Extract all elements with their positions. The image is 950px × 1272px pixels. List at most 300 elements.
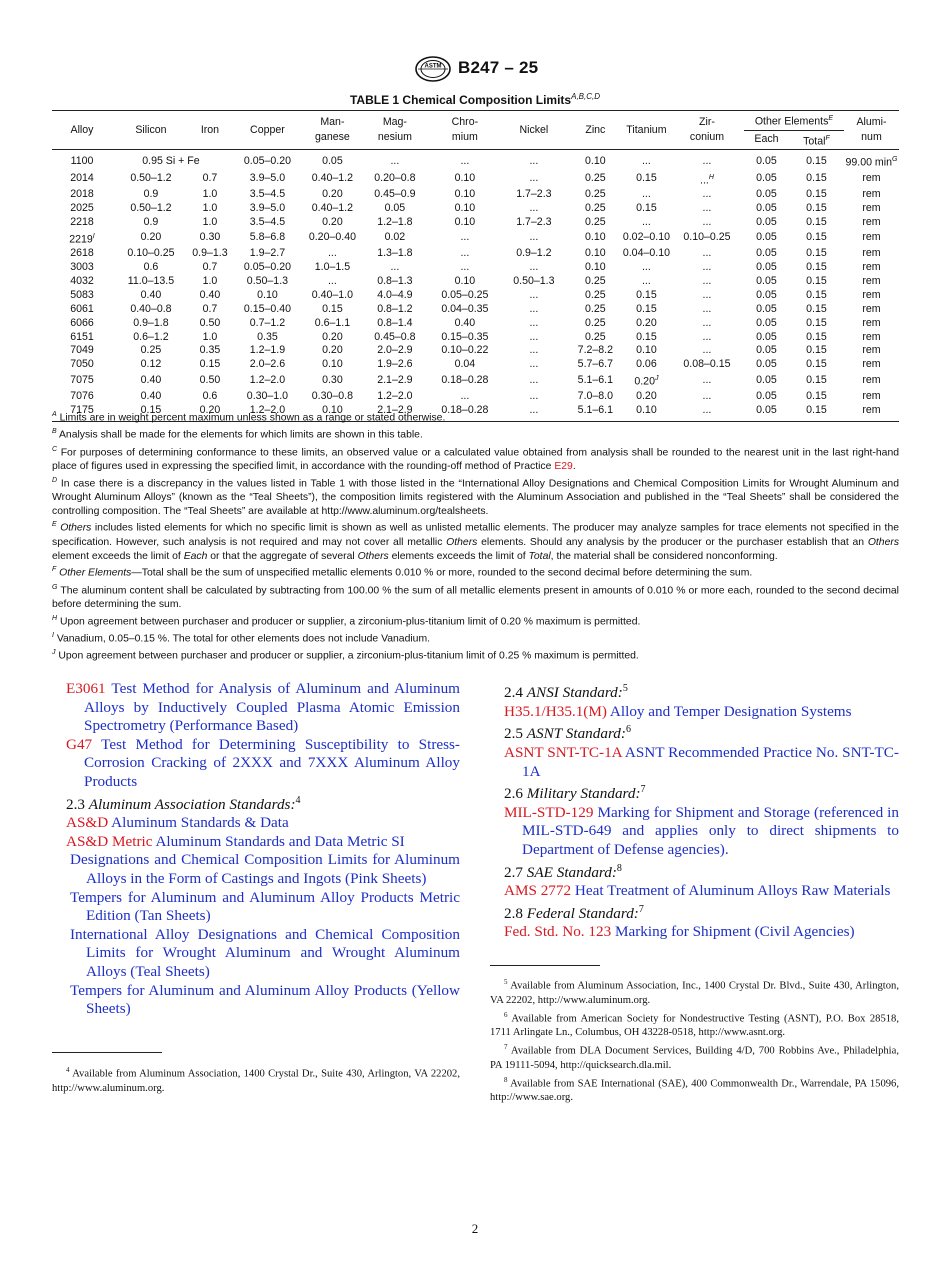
table-cell: 1.3–1.8 bbox=[377, 247, 413, 260]
table-cell: 0.15 bbox=[806, 201, 827, 214]
col-header: Zir- conium bbox=[670, 111, 744, 150]
table-cell: ... bbox=[641, 187, 651, 200]
table-cell: ... bbox=[529, 358, 539, 371]
table-cell: ... bbox=[460, 247, 470, 260]
table-row bbox=[52, 171, 899, 188]
table-cell: rem bbox=[862, 358, 881, 371]
table-cell: 1.2–2.0 bbox=[377, 389, 413, 402]
table-cell: 0.15 bbox=[322, 302, 343, 315]
asnt-link[interactable]: ASNT SNT-TC-1A bbox=[504, 743, 622, 761]
ref-ams-2772 bbox=[504, 882, 899, 901]
ref-h35 bbox=[504, 703, 899, 722]
table-cell: ... bbox=[702, 154, 712, 167]
table-cell: ... bbox=[702, 215, 712, 228]
footnote-d: $^D$ In case there is a discrepancy in the values listed in Table 1 with those listed in the “International Alloy Designations and Chemical Composition Limits for Wrought Aluminum and Wrought Aluminum Alloys” (known as the “Teal Sheets”), the composition limits registered with the Aluminum Association and published in the “Teal Sheets” shall be considered the controlling composition. The “Teal Sheets” are available at http://www.aluminum.org/tealsheets. bbox=[52, 476, 899, 517]
asd-metric-title-link[interactable]: Aluminum Standards and Data Metric SI bbox=[155, 832, 405, 850]
table-cell: 0.40 bbox=[199, 288, 221, 301]
table-cell: 5.8–6.8 bbox=[249, 231, 286, 244]
table-cell: 0.15 bbox=[806, 261, 827, 273]
table-cell: 6066 bbox=[70, 316, 94, 329]
ref-yellow-sheets[interactable]: Tempers for Aluminum and Aluminum Alloy Products (Yellow Sheets) bbox=[70, 981, 460, 1018]
table-cell: 0.7 bbox=[202, 172, 218, 185]
table-cell: $2219^I$ bbox=[69, 232, 95, 246]
table-cell: 0.15 bbox=[806, 172, 827, 185]
table-cell: 0.02–0.10 bbox=[622, 231, 670, 244]
footnote-b: $^B$ Analysis shall be made for the elements for which limits are shown in this table. bbox=[52, 428, 423, 441]
table-cell: 2618 bbox=[70, 247, 94, 260]
table-cell: ... bbox=[500, 404, 568, 421]
table-cell: 0.15 bbox=[806, 215, 827, 228]
table-cell: 0.10 bbox=[454, 274, 476, 287]
table-cell: 3.5–4.5 bbox=[249, 187, 286, 200]
footnote-4: $^4$ Available from Aluminum Association, 1400 Crystal Dr., Suite 430, Arlington, VA 22202, http://www.aluminum.org. bbox=[52, 1066, 460, 1094]
e29-link[interactable]: E29 bbox=[554, 460, 573, 472]
table-cell: rem bbox=[862, 316, 881, 329]
table-cell: 1.0 bbox=[202, 201, 218, 214]
footnote-i: $^I$ Vanadium, 0.05–0.15 %. The total for other elements does not include Vanadium. bbox=[52, 631, 430, 645]
table-cell: ... bbox=[702, 389, 712, 402]
table-cell: 0.20 bbox=[322, 187, 343, 200]
table-cell: 5.1–6.1 bbox=[577, 374, 614, 387]
table-cell: 1.0 bbox=[202, 187, 218, 200]
table-row bbox=[52, 247, 899, 261]
footnote-5: $^5$ Available from Aluminum Association, Inc., 1400 Crystal Dr. Blvd., Suite 430, Arlington, VA 22202, http://www.aluminum.org. bbox=[490, 978, 899, 1006]
mil-std-129-link[interactable]: MIL-STD-129 bbox=[504, 803, 594, 821]
table-row bbox=[52, 317, 899, 331]
table-cell: ... bbox=[529, 316, 539, 329]
table-cell: 0.05 bbox=[756, 201, 777, 214]
footnote-h: $^H$ Upon agreement between purchaser and producer or supplier, a zirconium-plus-titanium limit of 0.20 % maximum is permitted. bbox=[52, 614, 641, 628]
footnote-c: $^C$ For purposes of determining conformance to these limits, an observed value or a calculated value obtained from analysis shall be rounded to the nearest unit in the last right-hand place of figures used in expressing the specified limit, in accordance with the rounding-off method of Practice E29. bbox=[52, 445, 899, 472]
g47-title-link[interactable]: Test Method for Determining Susceptibility to Stress-Corrosion Cracking of 2XXX and 7XXX Aluminum Alloy Products bbox=[84, 735, 460, 790]
footnote-g: $^G$ The aluminum content shall be calculated by subtracting from 100.00 % the sum of all metallic elements present in amounts of 0.010 % or more each, rounded to the second decimal before determining the sum. bbox=[52, 583, 899, 610]
table-cell: 0.6–1.1 bbox=[314, 316, 351, 329]
table-cell: ... bbox=[529, 302, 539, 315]
table-cell: 0.50 bbox=[199, 374, 221, 387]
table-cell: 0.40 bbox=[140, 374, 162, 387]
table-cell: ... bbox=[702, 344, 712, 357]
table-cell: 0.20 bbox=[636, 389, 657, 402]
h35-link[interactable]: H35.1/H35.1(M) bbox=[504, 702, 607, 720]
table-cell: 0.05 bbox=[756, 247, 777, 260]
footnotes-right bbox=[490, 975, 899, 1105]
table-cell: 0.10 bbox=[585, 247, 606, 260]
table-cell: 0.05 bbox=[756, 215, 777, 228]
table-cell: 0.50–1.2 bbox=[130, 201, 172, 214]
table-cell: $0.20^J$ bbox=[634, 375, 659, 388]
table-cell: 0.08–0.15 bbox=[683, 358, 731, 371]
asd-title-link[interactable]: Aluminum Standards & Data bbox=[111, 814, 289, 832]
table-cell: rem bbox=[862, 389, 881, 402]
table-cell: ... bbox=[641, 215, 651, 228]
table-cell: 7049 bbox=[70, 344, 94, 357]
col-header: Zinc bbox=[568, 111, 623, 150]
table-cell: 1.7–2.3 bbox=[516, 187, 552, 200]
table-cell: 0.10 bbox=[585, 231, 606, 244]
table-cell: 0.04–0.10 bbox=[622, 247, 670, 260]
table-row bbox=[52, 216, 899, 230]
table-cell: 0.25 bbox=[585, 172, 606, 185]
table-row bbox=[52, 261, 899, 275]
table-cell: 2025 bbox=[70, 201, 94, 214]
table-cell: ... bbox=[529, 374, 539, 387]
table-cell: 0.05 bbox=[756, 231, 777, 244]
each-header: Each bbox=[744, 130, 789, 150]
table-cell: 0.30 bbox=[199, 231, 221, 244]
table-cell: 0.05 bbox=[756, 261, 777, 273]
table-cell: rem bbox=[862, 215, 881, 228]
footnote-rule-right bbox=[490, 965, 600, 966]
table-cell: ... bbox=[529, 154, 539, 167]
table-cell: ... bbox=[390, 261, 400, 273]
table-cell: ... bbox=[702, 330, 712, 343]
table-cell: 0.15–0.40 bbox=[243, 302, 291, 315]
table-cell: 0.10–0.22 bbox=[441, 344, 489, 357]
table-cell: 0.05 bbox=[756, 172, 777, 185]
table-cell: ... bbox=[702, 247, 712, 260]
table-cell: 0.20 bbox=[322, 330, 343, 343]
col-header: Alumi- num bbox=[844, 111, 899, 150]
table-cell: 2.1–2.9 bbox=[377, 374, 413, 387]
ref-pink-sheets[interactable]: Designations and Chemical Composition Limits for Aluminum Alloys in the Form of Castings and Ingots (Pink Sheets) bbox=[70, 851, 460, 887]
table-cell: 1.2–1.9 bbox=[249, 344, 286, 357]
page-number: 2 bbox=[471, 1221, 479, 1236]
table-title-notes: A,B,C,D bbox=[571, 92, 601, 101]
table-cell: 0.15 bbox=[112, 404, 190, 421]
ref-asd bbox=[66, 814, 460, 833]
table-cell: 1.0 bbox=[202, 330, 218, 343]
table-cell: 0.15 bbox=[789, 404, 844, 421]
table-cell: 0.05–0.25 bbox=[441, 288, 489, 301]
table-cell: ... bbox=[702, 261, 712, 273]
table-cell: ... bbox=[460, 389, 470, 402]
table-cell: 0.15 bbox=[636, 288, 657, 301]
table-cell: rem bbox=[862, 288, 881, 301]
table-cell: 0.02 bbox=[384, 231, 406, 244]
table-cell: 0.30–1.0 bbox=[246, 389, 289, 402]
table-cell: 0.15 bbox=[806, 247, 827, 260]
table-row bbox=[52, 303, 899, 317]
table-cell: 0.6 bbox=[143, 261, 159, 273]
mil-std-129-title-link[interactable]: Marking for Shipment and Storage (referenced in MIL-STD-649 and applies only to direct shipments to Department of Defense agencies). bbox=[522, 803, 899, 858]
table-row bbox=[52, 344, 899, 358]
table-cell: 7076 bbox=[70, 389, 94, 402]
table-cell: 0.20 bbox=[322, 344, 343, 357]
table-row bbox=[52, 289, 899, 303]
table-cell: rem bbox=[862, 302, 881, 315]
col-header: Iron bbox=[190, 111, 230, 150]
table-cell: ... bbox=[702, 316, 712, 329]
table-cell: 0.05–0.20 bbox=[243, 261, 291, 273]
e3061-link[interactable]: E3061 bbox=[66, 680, 106, 697]
table-cell: rem bbox=[862, 231, 881, 244]
table-cell: 0.20 bbox=[322, 215, 343, 228]
table-cell: 0.05 bbox=[756, 154, 777, 167]
table-cell: ... bbox=[702, 201, 712, 214]
table-cell: 0.15 bbox=[806, 288, 827, 301]
table-cell: 0.05 bbox=[384, 201, 406, 214]
table-cell: 0.50–1.3 bbox=[246, 274, 289, 287]
table-cell: ... bbox=[460, 261, 470, 273]
table-cell: 0.15 bbox=[806, 374, 827, 387]
table-cell: 0.10 bbox=[322, 358, 343, 371]
col-header: Mag- nesium bbox=[360, 111, 430, 150]
table-cell: 4.0–4.9 bbox=[377, 288, 413, 301]
table-cell: ...$^H$ bbox=[700, 173, 714, 187]
table-cell: 0.10–0.25 bbox=[127, 247, 175, 260]
table-cell: 0.25 bbox=[585, 201, 606, 214]
table-cell: rem bbox=[862, 374, 881, 387]
table-cell: ... bbox=[529, 288, 539, 301]
table-cell: 0.40–0.8 bbox=[130, 302, 172, 315]
table-cell: 0.10 bbox=[636, 344, 657, 357]
table-cell: 0.05 bbox=[756, 316, 777, 329]
ref-g47 bbox=[66, 736, 460, 792]
table-cell: 0.10 bbox=[305, 404, 360, 421]
table-cell: ... bbox=[641, 154, 651, 167]
ref-e3061 bbox=[66, 680, 460, 736]
ref-asd-metric bbox=[66, 833, 460, 852]
table-cell: 0.04–0.35 bbox=[441, 302, 489, 315]
table-cell: 0.05 bbox=[756, 330, 777, 343]
table-cell: 7.2–8.2 bbox=[577, 344, 614, 357]
table-cell: 0.10 bbox=[257, 288, 278, 301]
table-cell: 0.30–0.8 bbox=[311, 389, 354, 402]
table-cell: 0.6 bbox=[202, 389, 218, 402]
composition-table bbox=[52, 110, 899, 422]
col-header: Alloy bbox=[52, 111, 112, 150]
table-cell: 0.05 bbox=[756, 302, 777, 315]
table-row bbox=[52, 275, 899, 289]
table-cell: 1.0 bbox=[202, 274, 218, 287]
table-cell: 0.05 bbox=[756, 288, 777, 301]
table-cell: 0.25 bbox=[585, 330, 606, 343]
asd-link[interactable]: AS&D bbox=[66, 814, 109, 832]
table-cell: ... bbox=[641, 261, 651, 273]
section-2-8: 2.8 Federal Standard:$^7$ bbox=[504, 903, 644, 922]
footnote-e: $^E$ Others includes listed elements for which no specific limit is shown as well as unlisted metallic elements. The producer may analyze samples for trace elements not specified in the specification. However, such analysis is not required and may not cover all metallic Others elements. Should any analysis by the producer or the purchaser establish that an Others element exceeds the limit of Each or that the aggregate of several Others elements exceeds the limit of Total, the material shall be considered nonconforming. bbox=[52, 521, 900, 562]
table-cell: 0.10–0.25 bbox=[683, 231, 731, 244]
table-cell: 0.05 bbox=[756, 344, 777, 357]
table-cell: 6061 bbox=[70, 302, 94, 315]
table-cell: 0.9–1.3 bbox=[192, 247, 228, 260]
table-cell: 0.10 bbox=[623, 404, 670, 421]
table-cell: 3003 bbox=[70, 261, 94, 273]
table-cell: 0.06 bbox=[636, 358, 657, 371]
table-cell: 5.1–6.1 bbox=[568, 404, 623, 421]
table-cell: 0.15 bbox=[806, 358, 827, 371]
table-cell: rem bbox=[862, 330, 881, 343]
table-cell: 0.10 bbox=[585, 154, 606, 167]
table-cell: rem bbox=[862, 261, 881, 273]
table-cell: 0.10 bbox=[454, 215, 476, 228]
table-cell: ... bbox=[460, 154, 470, 167]
table-cell: rem bbox=[844, 404, 899, 421]
table-cell: 1100 bbox=[70, 154, 94, 167]
page-header bbox=[0, 56, 950, 82]
table-cell: 0.40 bbox=[454, 316, 476, 329]
table-cell: 0.15 bbox=[806, 316, 827, 329]
table-cell: ... bbox=[529, 172, 539, 185]
table-row bbox=[52, 230, 899, 247]
table-cell: 0.10 bbox=[454, 201, 476, 214]
table-cell: ... bbox=[670, 404, 744, 421]
table-cell: rem bbox=[862, 201, 881, 214]
table-cell: 0.25 bbox=[585, 215, 606, 228]
col-header: Titanium bbox=[623, 111, 670, 150]
table-cell: ... bbox=[327, 274, 337, 287]
table-row bbox=[52, 358, 899, 372]
left-column bbox=[66, 680, 460, 1019]
table-cell: 7.0–8.0 bbox=[577, 389, 614, 402]
table-cell: 0.50–1.2 bbox=[130, 172, 172, 185]
table-cell: 0.04 bbox=[454, 358, 476, 371]
col-header: Copper bbox=[230, 111, 305, 150]
table-cell: 0.15 bbox=[806, 231, 827, 244]
table-cell: ... bbox=[390, 154, 400, 167]
table-cell: ... bbox=[702, 187, 712, 200]
table-cell: 0.05 bbox=[744, 404, 789, 421]
footnote-7: $^7$ Available from DLA Document Services, Building 4/D, 700 Robbins Ave., Philadelphia, PA 19111-5094, http://quicksearch.dla.mil. bbox=[490, 1043, 899, 1071]
table-cell: 4032 bbox=[70, 274, 94, 287]
ams-2772-title-link[interactable]: Heat Treatment of Aluminum Alloys Raw Materials bbox=[574, 882, 891, 900]
astm-logo bbox=[414, 56, 452, 82]
ams-2772-link[interactable]: AMS 2772 bbox=[504, 882, 572, 900]
section-2-4: 2.4 ANSI Standard:$^5$ bbox=[504, 683, 628, 702]
ref-fed-std-123 bbox=[504, 923, 899, 942]
table-cell: 0.15 bbox=[806, 154, 827, 167]
ref-tan-sheets[interactable]: Tempers for Aluminum and Aluminum Alloy Products Metric Edition (Tan Sheets) bbox=[70, 888, 460, 925]
table-cell: 0.15 bbox=[636, 330, 657, 343]
table-cell: 1.9–2.6 bbox=[377, 358, 413, 371]
table-cell: 0.35 bbox=[257, 330, 278, 343]
table-cell: 0.7 bbox=[202, 302, 218, 315]
table-cell: 0.40–1.0 bbox=[311, 288, 354, 301]
table-cell: ... bbox=[702, 374, 712, 387]
table-footnotes bbox=[52, 408, 899, 663]
table-cell: 5.7–6.7 bbox=[577, 358, 614, 371]
table-cell: 0.50 bbox=[199, 316, 221, 329]
asd-metric-link[interactable]: AS&D Metric bbox=[66, 832, 153, 850]
table-cell: 0.25 bbox=[140, 344, 162, 357]
table-cell: 1.7–2.3 bbox=[516, 215, 552, 228]
g47-link[interactable]: G47 bbox=[66, 735, 93, 753]
table-row bbox=[52, 372, 899, 389]
table-cell: 0.7–1.2 bbox=[249, 316, 286, 329]
table-cell: ... bbox=[702, 302, 712, 315]
table-cell: 0.05 bbox=[756, 358, 777, 371]
table-cell: 2.1–2.9 bbox=[360, 404, 430, 421]
table-cell: 0.20 bbox=[636, 316, 657, 329]
table-cell: 0.25 bbox=[585, 302, 606, 315]
table-cell: 0.12 bbox=[140, 358, 162, 371]
table-cell: 99.00 $\min^G$ bbox=[845, 156, 898, 169]
table-cell: 0.7 bbox=[202, 261, 218, 273]
table-cell: 0.25 bbox=[585, 288, 606, 301]
designation: B247 – 25 bbox=[458, 58, 539, 77]
table-cell: 0.20 bbox=[190, 404, 230, 421]
table-title-text: TABLE 1 Chemical Composition Limits bbox=[349, 93, 572, 107]
table-cell: 0.15 bbox=[636, 201, 657, 214]
table-cell: 0.15 bbox=[199, 358, 221, 371]
section-2-5: 2.5 ASNT Standard:$^6$ bbox=[504, 724, 631, 743]
table-cell: 0.40 bbox=[140, 288, 162, 301]
footnote-6: $^6$ Available from American Society for Nondestructive Testing (ASNT), P.O. Box 28518, 1711 Arlingate Ln., Columbus, OH 43228-0518, http://www.asnt.org. bbox=[490, 1010, 899, 1039]
table-cell: 1.2–2.0 bbox=[249, 374, 286, 387]
table-cell: 2.0–2.9 bbox=[377, 344, 413, 357]
table-cell: 0.10 bbox=[585, 261, 606, 273]
table-cell: 0.15 bbox=[806, 330, 827, 343]
table-cell: ... bbox=[529, 231, 539, 244]
col-header: Chro- mium bbox=[430, 111, 500, 150]
table-cell: 0.05 bbox=[756, 274, 777, 287]
fed-std-123-link[interactable]: Fed. Std. No. 123 bbox=[504, 923, 612, 941]
table-cell: 0.15 bbox=[636, 172, 657, 185]
table-cell: 0.30 bbox=[322, 374, 343, 387]
table-cell: 0.15 bbox=[806, 344, 827, 357]
h35-title-link[interactable]: Alloy and Temper Designation Systems bbox=[609, 702, 852, 720]
table-cell: 1.0 bbox=[202, 215, 218, 228]
table-cell: 0.45–0.8 bbox=[374, 330, 416, 343]
table-cell: 0.8–1.3 bbox=[377, 274, 413, 287]
e3061-title-link[interactable]: Test Method for Analysis of Aluminum and Aluminum Alloys by Inductively Coupled Plasma Atomic Emission Spectrometry (Performance Based) bbox=[84, 680, 460, 735]
asnt-title-link[interactable]: ASNT Recommended Practice No. SNT-TC-1A bbox=[522, 743, 899, 780]
col-header: Silicon bbox=[112, 111, 190, 150]
table-cell: 7175 bbox=[52, 404, 112, 421]
table-cell: 0.05 bbox=[756, 187, 777, 200]
footnote-f: $^F$ Other Elements—Total shall be the sum of unspecified metallic elements 0.010 % or more, rounded to the second decimal before determining the sum. bbox=[52, 566, 753, 579]
table-cell: ... bbox=[702, 288, 712, 301]
table-cell: 0.15 bbox=[806, 389, 827, 402]
table-cell: ... bbox=[529, 389, 539, 402]
table-cell: rem bbox=[862, 344, 881, 357]
footnote-rule-left bbox=[52, 1052, 162, 1053]
table-cell: 6151 bbox=[70, 330, 94, 343]
table-cell: 7075 bbox=[70, 374, 94, 387]
table-cell: 0.05 bbox=[322, 154, 343, 167]
table-cell: 0.18–0.28 bbox=[430, 404, 500, 421]
table-row bbox=[52, 150, 899, 171]
table-cell: 0.25 bbox=[585, 274, 606, 287]
table-cell: ... bbox=[529, 261, 539, 273]
right-column bbox=[504, 680, 899, 942]
table-cell: 1.9–2.7 bbox=[249, 247, 286, 260]
table-cell: 0.8–1.4 bbox=[377, 316, 413, 329]
col-header: Man- ganese bbox=[305, 111, 360, 150]
table-cell: 0.10 bbox=[454, 187, 476, 200]
section-2-3: 2.3 Aluminum Association Standards:$^4$ bbox=[66, 794, 301, 813]
table-cell: 0.9–1.8 bbox=[133, 316, 169, 329]
table-cell: 0.05 bbox=[756, 389, 777, 402]
table-cell: 0.45–0.9 bbox=[374, 187, 416, 200]
table-cell: 0.25 bbox=[585, 316, 606, 329]
section-2-6: 2.6 Military Standard:$^7$ bbox=[504, 784, 646, 803]
table-row bbox=[52, 188, 899, 202]
table-cell: ... bbox=[327, 247, 337, 260]
table-cell: 0.05–0.20 bbox=[243, 154, 291, 167]
table-cell: 0.25 bbox=[585, 187, 606, 200]
footnote-8: $^8$ Available from SAE International (SAE), 400 Commonwealth Dr., Warrendale, PA 15096, http://www.sae.org. bbox=[490, 1075, 899, 1104]
table-cell: 0.15 bbox=[806, 302, 827, 315]
fed-std-123-title-link[interactable]: Marking for Shipment (Civil Agencies) bbox=[614, 923, 855, 941]
table-cell: 1.2–2.0 bbox=[230, 404, 305, 421]
table-cell: 2218 bbox=[70, 215, 94, 228]
table-body bbox=[52, 150, 899, 421]
table-cell: ... bbox=[529, 344, 539, 357]
table-cell: 0.8–1.2 bbox=[377, 302, 413, 315]
ref-teal-sheets[interactable]: International Alloy Designations and Chemical Composition Limits for Wrought Aluminum and Wrought Aluminum Alloys (Teal Sheets) bbox=[70, 925, 460, 980]
table-cell: 7050 bbox=[70, 358, 94, 371]
